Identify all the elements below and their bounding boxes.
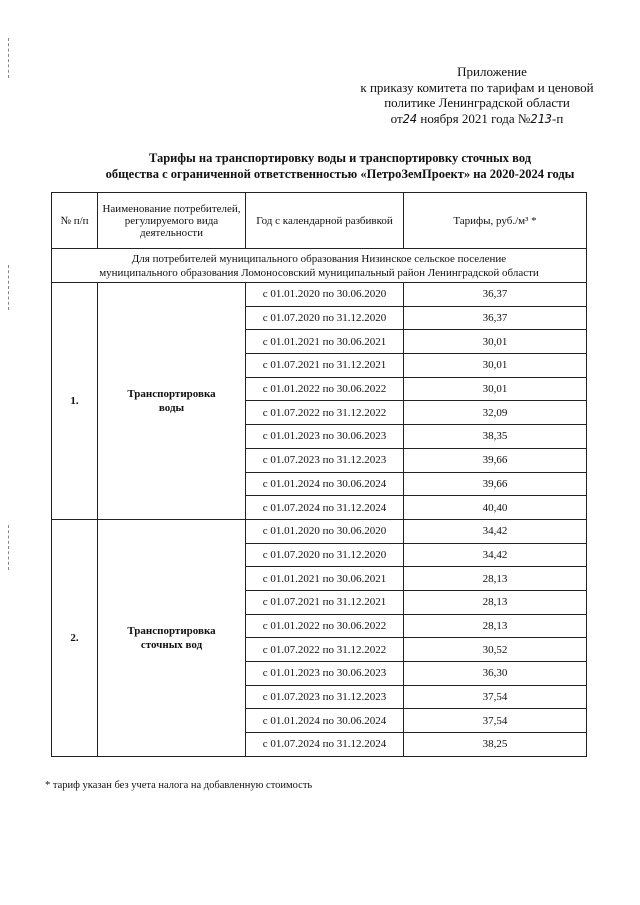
header-name: Наименование потребителей, регулируемого вида деятельности xyxy=(98,193,246,249)
document-title xyxy=(40,150,640,182)
tariff-cell: 37,54 xyxy=(404,709,587,733)
tariff-cell: 39,66 xyxy=(404,472,587,496)
header-period: Год с календарной разбивкой xyxy=(246,193,404,249)
handwritten-number: 213 xyxy=(530,111,553,126)
tariff-cell: 36,37 xyxy=(404,306,587,330)
period-cell: с 01.07.2024 по 31.12.2024 xyxy=(246,733,404,757)
group-name-line-1: Транспортировка xyxy=(127,387,216,400)
table-row xyxy=(52,519,587,543)
period-cell: с 01.01.2021 по 30.06.2021 xyxy=(246,330,404,354)
group-name-line-2: сточных вод xyxy=(140,638,203,651)
tariff-cell: 38,35 xyxy=(404,425,587,449)
tariff-cell: 28,13 xyxy=(404,567,587,591)
period-cell: с 01.01.2020 по 30.06.2020 xyxy=(246,283,404,307)
tariff-cell: 30,01 xyxy=(404,354,587,378)
tariff-cell: 40,40 xyxy=(404,496,587,520)
period-cell: с 01.07.2022 по 31.12.2022 xyxy=(246,401,404,425)
appendix-date-line xyxy=(352,111,602,128)
title-line-1: Тарифы на транспортировку воды и транспортировку сточных вод xyxy=(148,151,532,165)
period-cell: с 01.07.2023 по 31.12.2023 xyxy=(246,448,404,472)
appendix-title: Приложение xyxy=(457,64,527,79)
period-cell: с 01.07.2020 по 31.12.2020 xyxy=(246,306,404,330)
handwritten-day: 24 xyxy=(402,111,418,126)
appendix-block xyxy=(352,64,602,127)
table-header-row xyxy=(52,193,587,249)
period-cell: с 01.07.2022 по 31.12.2022 xyxy=(246,638,404,662)
scan-margin-mark xyxy=(8,265,11,310)
appendix-committee-line: политике Ленинградской области xyxy=(384,95,570,110)
period-cell: с 01.01.2022 по 30.06.2022 xyxy=(246,614,404,638)
table-row xyxy=(52,283,587,307)
tariff-cell: 28,13 xyxy=(404,614,587,638)
section-row xyxy=(52,249,587,283)
tariff-cell: 39,66 xyxy=(404,448,587,472)
tariff-table xyxy=(51,192,587,757)
tariff-cell: 36,30 xyxy=(404,662,587,686)
group-name-line-1: Транспортировка xyxy=(127,624,216,637)
footnote: * тариф указан без учета налога на добавленную стоимость xyxy=(45,780,313,791)
period-cell: с 01.01.2020 по 30.06.2020 xyxy=(246,519,404,543)
title-line-2: общества с ограниченной ответственностью «ПетроЗемПроект» на 2020-2024 годы xyxy=(105,167,575,181)
section-line-1: Для потребителей муниципального образования Низинское сельское поселение xyxy=(131,252,507,265)
group-number: 1. xyxy=(52,283,98,520)
period-cell: с 01.01.2021 по 30.06.2021 xyxy=(246,567,404,591)
period-cell: с 01.07.2020 по 31.12.2020 xyxy=(246,543,404,567)
tariff-cell: 32,09 xyxy=(404,401,587,425)
period-cell: с 01.01.2024 по 30.06.2024 xyxy=(246,709,404,733)
tariff-cell: 30,52 xyxy=(404,638,587,662)
tariff-cell: 37,54 xyxy=(404,685,587,709)
period-cell: с 01.01.2024 по 30.06.2024 xyxy=(246,472,404,496)
section-cell xyxy=(52,249,587,283)
tariff-cell: 34,42 xyxy=(404,519,587,543)
period-cell: с 01.07.2023 по 31.12.2023 xyxy=(246,685,404,709)
tariff-cell: 30,01 xyxy=(404,377,587,401)
tariff-cell: 34,42 xyxy=(404,543,587,567)
period-cell: с 01.01.2023 по 30.06.2023 xyxy=(246,662,404,686)
group-name-line-2: воды xyxy=(158,401,185,414)
scan-margin-mark xyxy=(8,525,11,570)
tariff-cell: 30,01 xyxy=(404,330,587,354)
date-rest: ноября 2021 года № xyxy=(420,110,531,126)
appendix-order-line: к приказу комитета по тарифам и ценовой xyxy=(360,79,594,95)
period-cell: с 01.07.2021 по 31.12.2021 xyxy=(246,590,404,614)
tariff-cell: 28,13 xyxy=(404,590,587,614)
tariff-cell: 38,25 xyxy=(404,733,587,757)
period-cell: с 01.07.2024 по 31.12.2024 xyxy=(246,496,404,520)
header-num: № п/п xyxy=(52,193,98,249)
order-suffix: -п xyxy=(552,110,564,126)
group-name xyxy=(98,519,246,756)
group-name xyxy=(98,283,246,520)
section-line-2: муниципального образования Ломоносовский муниципальный район Ленинградской области xyxy=(99,266,539,279)
period-cell: с 01.01.2022 по 30.06.2022 xyxy=(246,377,404,401)
period-cell: с 01.07.2021 по 31.12.2021 xyxy=(246,354,404,378)
group-number: 2. xyxy=(52,519,98,756)
tariff-cell: 36,37 xyxy=(404,283,587,307)
header-tariff: Тарифы, руб./м³ * xyxy=(404,193,587,249)
period-cell: с 01.01.2023 по 30.06.2023 xyxy=(246,425,404,449)
scan-margin-mark xyxy=(8,38,11,78)
date-prefix: от xyxy=(390,110,403,126)
